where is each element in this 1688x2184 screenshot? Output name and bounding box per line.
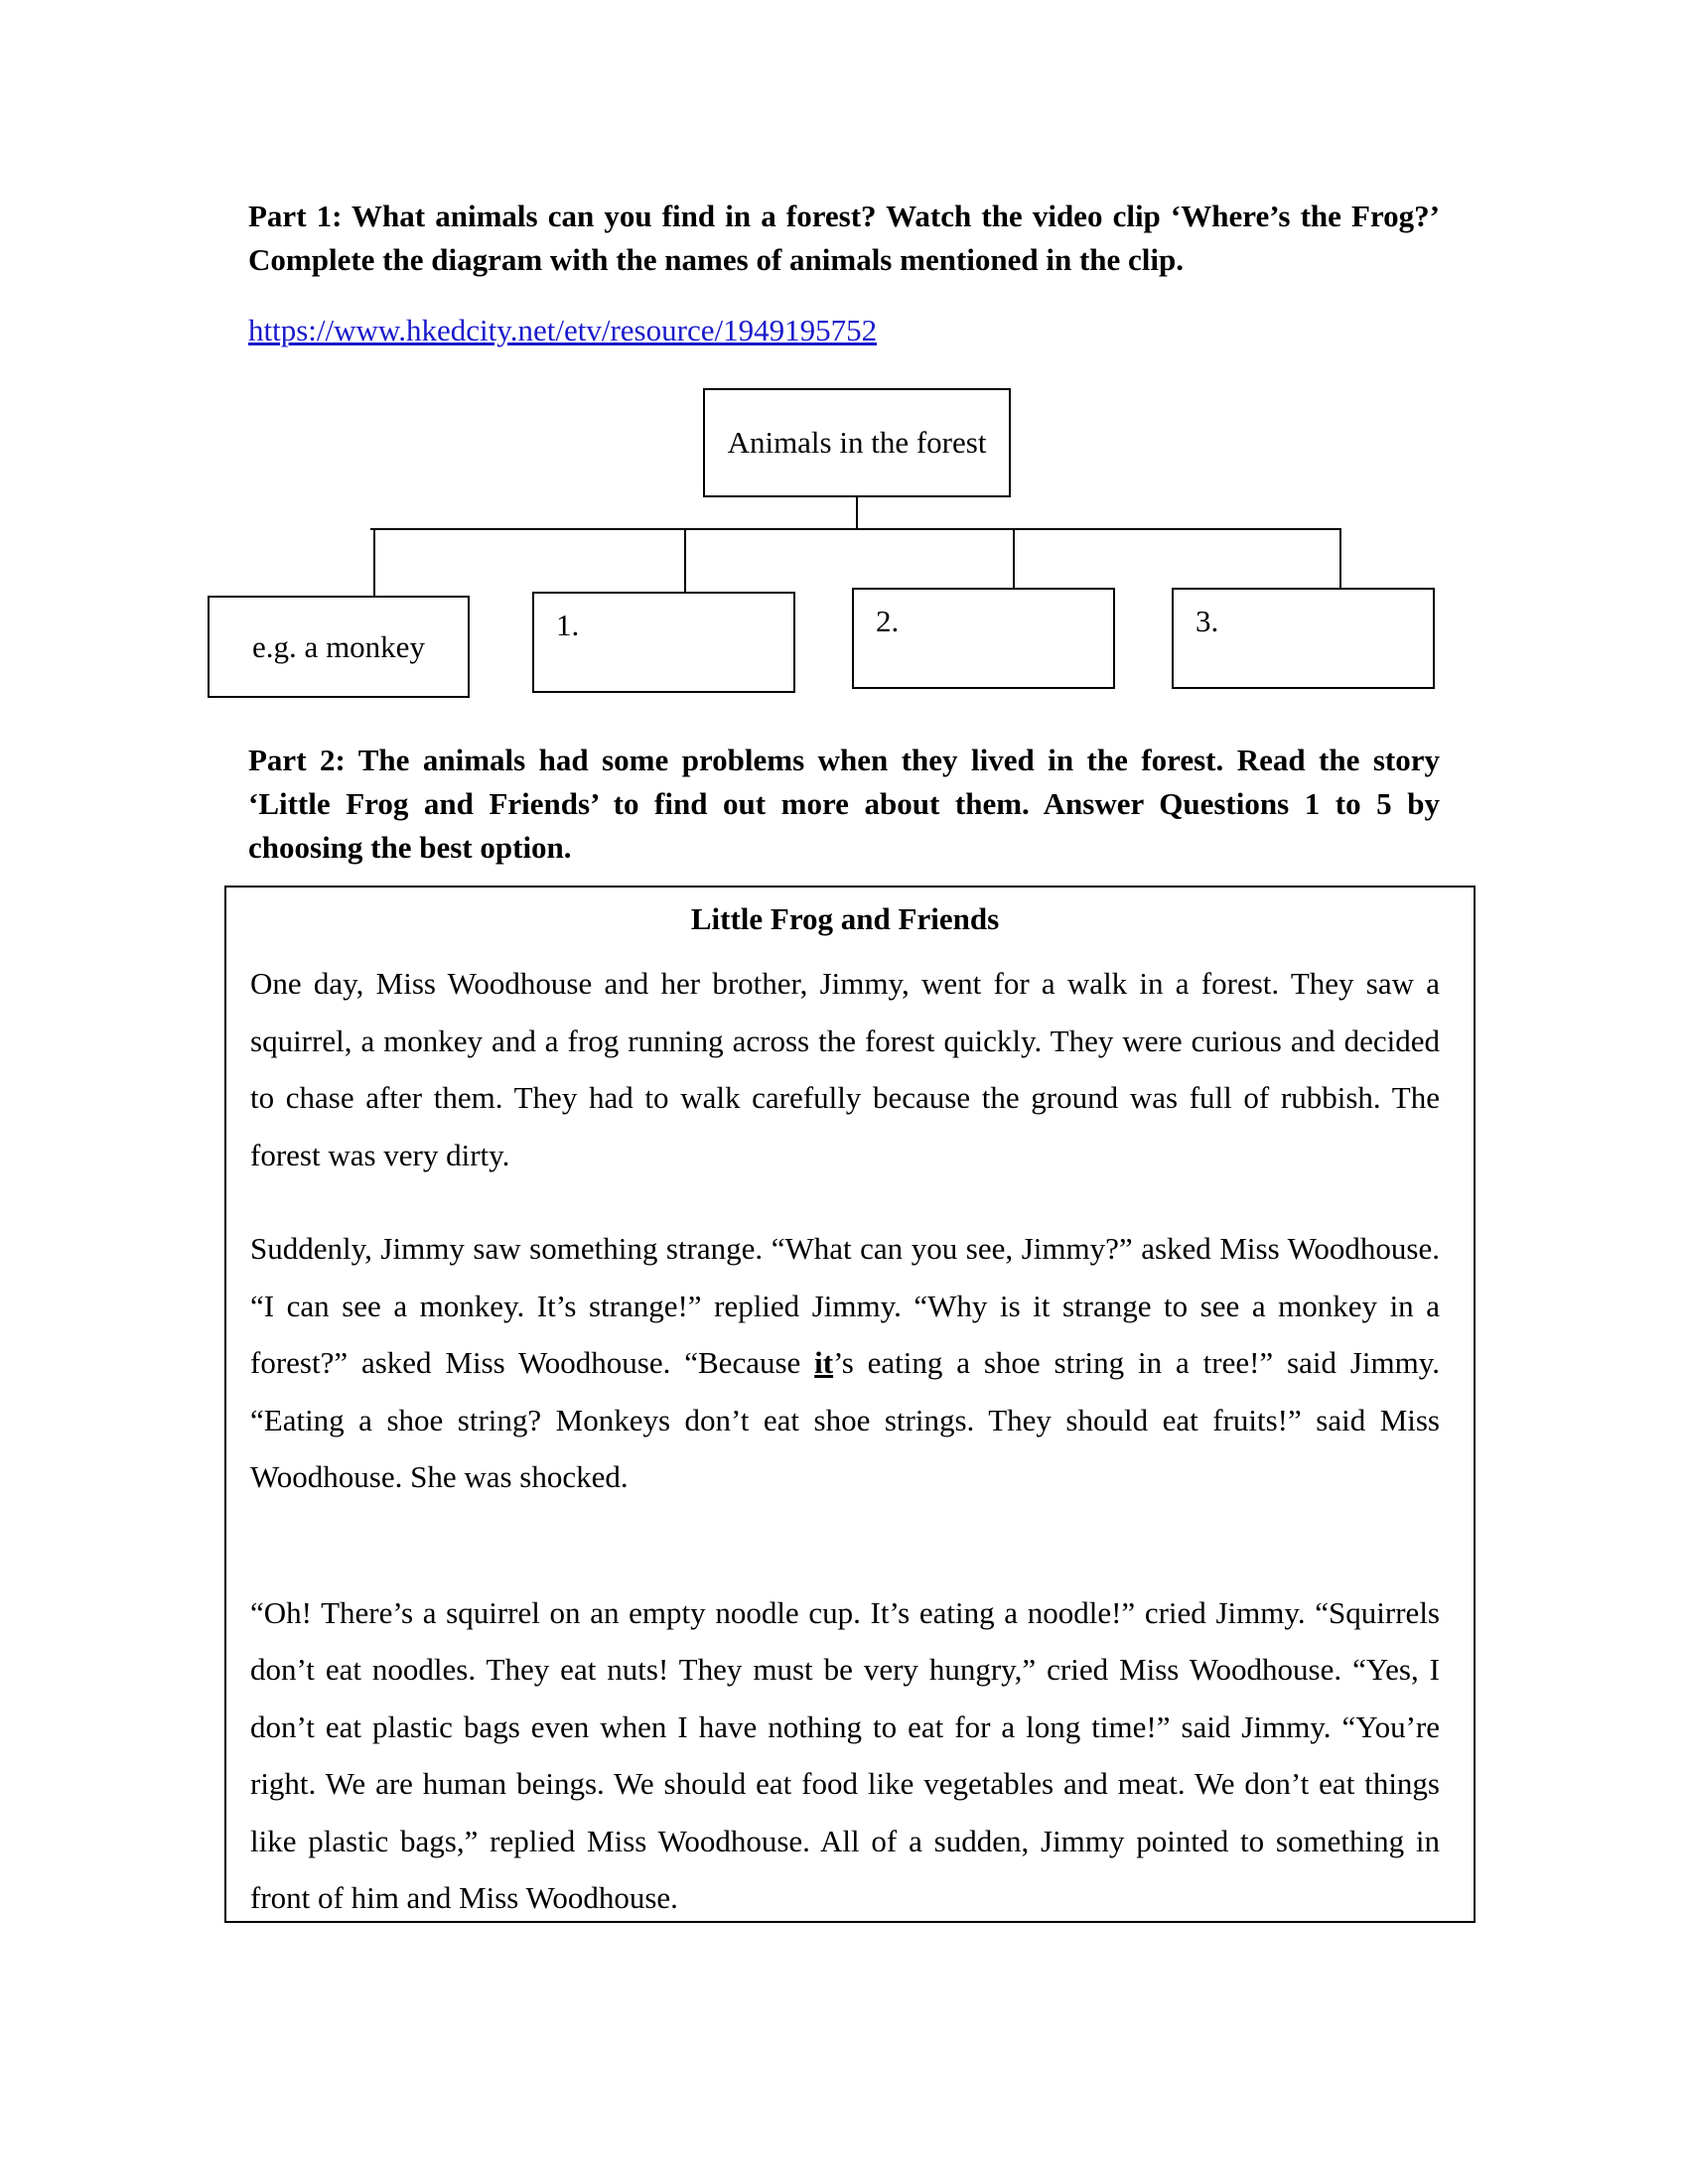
- answer-box-number: 3.: [1196, 604, 1219, 638]
- answer-box-3[interactable]: [1172, 588, 1435, 689]
- story-paragraph-2-text-end: ’s eating a shoe string in a tree!” said Jimmy. “Eating a shoe string? Monkeys don’t eat shoe strings. They should eat fruits!” said Miss Woodhouse. She was shocked.: [250, 1345, 1440, 1494]
- answer-box-number: 1.: [556, 608, 580, 642]
- emphasized-word: it: [814, 1345, 834, 1380]
- story-paragraph-2: [250, 1220, 1440, 1506]
- diagram-connector-2: [1013, 529, 1015, 588]
- part1-instruction: Part 1: What animals can you find in a forest? Watch the video clip ‘Where’s the Frog?’ Complete the diagram with the names of animals mentioned in the clip.: [248, 199, 1440, 277]
- diagram-example-box: [208, 596, 470, 698]
- answer-box-number: 2.: [876, 604, 900, 638]
- diagram-example-label: e.g. a monkey: [252, 628, 425, 664]
- story-paragraph-1: One day, Miss Woodhouse and her brother, Jimmy, went for a walk in a forest. They saw a squirrel, a monkey and a frog running across the forest quickly. They were curious and decided to chase after them. They had to walk carefully because the ground was full of rubbish. The forest was very dirty.: [250, 966, 1440, 1172]
- story-box: [224, 886, 1476, 1923]
- diagram-connector-1: [684, 529, 686, 592]
- answer-box-2[interactable]: [852, 588, 1115, 689]
- diagram-root-box: [703, 388, 1011, 497]
- story-title: Little Frog and Friends: [690, 901, 1000, 936]
- story-paragraph-3: “Oh! There’s a squirrel on an empty noodle cup. It’s eating a noodle!” cried Jimmy. “Squirrels don’t eat noodles. They eat nuts! They must be very hungry,” cried Miss Woodhouse. “Yes, I don’t eat plastic bags even when I have nothing to eat for a long time!” said Jimmy. “You’re right. We are human beings. We should eat food like vegetables and meat. We don’t eat things like plastic bags,” replied Miss Woodhouse. All of a sudden, Jimmy pointed to something in front of him and Miss Woodhouse.: [250, 1594, 1440, 1915]
- video-link[interactable]: https://www.hkedcity.net/etv/resource/1949195752: [248, 313, 878, 347]
- diagram-connector-root: [856, 497, 858, 530]
- diagram-connector-horizontal: [370, 528, 1341, 530]
- diagram-connector-example: [373, 529, 375, 596]
- diagram-connector-3: [1339, 529, 1341, 588]
- answer-box-1[interactable]: [532, 592, 795, 693]
- story-paragraph-2-text: Suddenly, Jimmy saw something strange. “What can you see, Jimmy?” asked Miss Woodhouse. “I can see a monkey. It’s strange!” replied Jimmy. “Why is it strange to see a monkey in a forest?” asked Miss Woodhouse. “Because: [250, 1231, 1440, 1380]
- diagram-root-label: Animals in the forest: [727, 425, 987, 460]
- part2-instruction: Part 2: The animals had some problems when they lived in the forest. Read the story ‘Little Frog and Friends’ to find out more about them. Answer Questions 1 to 5 by choosing the best option.: [248, 743, 1440, 865]
